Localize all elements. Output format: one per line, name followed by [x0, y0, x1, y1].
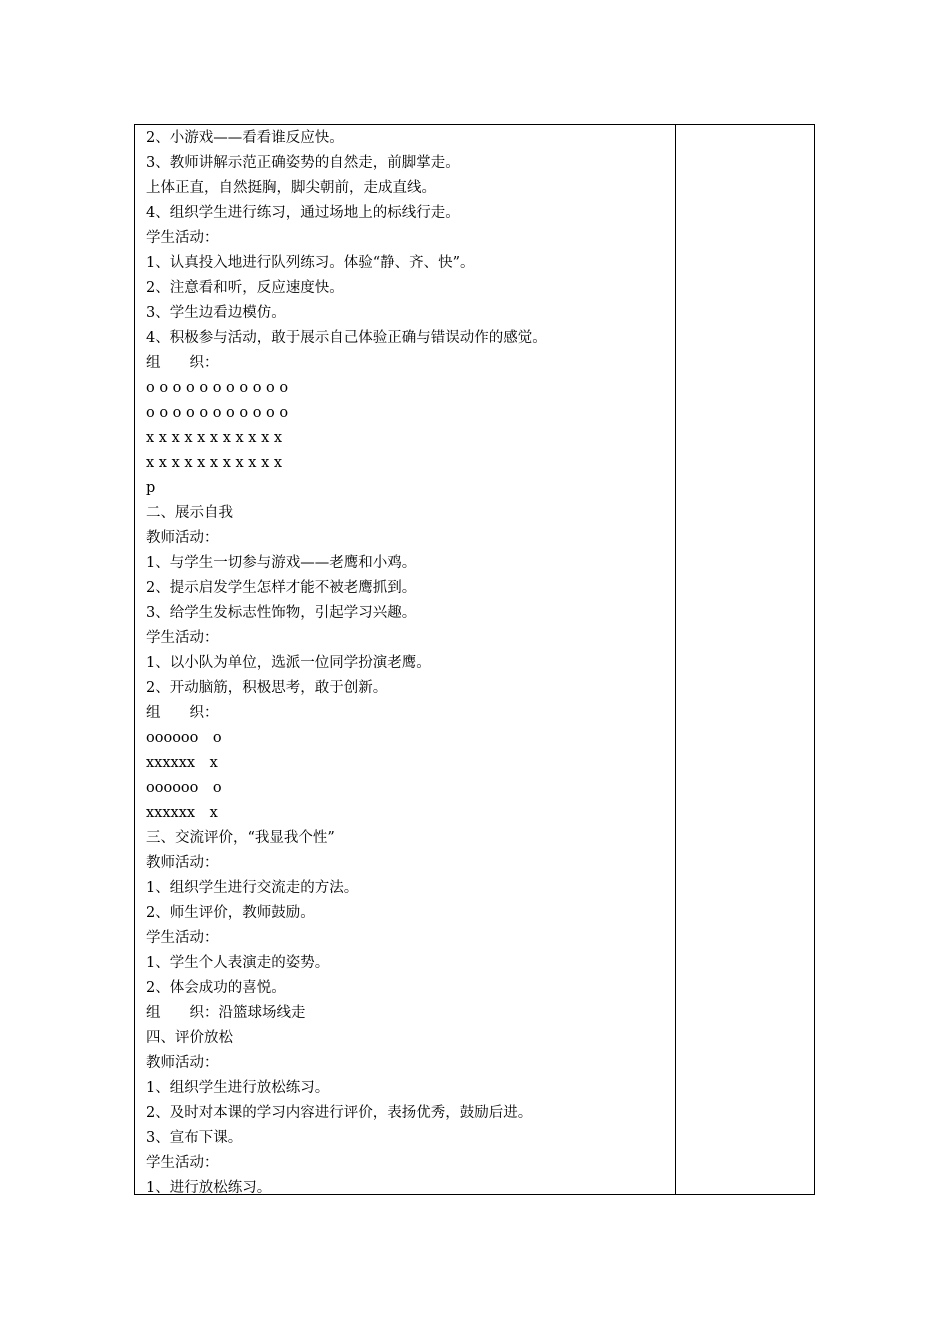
content-line: 组 织：沿篮球场线走 — [146, 1005, 306, 1021]
content-line: 组 织： — [146, 355, 219, 371]
formation-row: o o o o o o o o o o o — [146, 380, 289, 396]
formation-row: x x x x x x x x x x x — [146, 455, 283, 471]
content-line: 2、师生评价，教师鼓励。 — [146, 905, 315, 921]
content-line: 3、给学生发标志性饰物，引起学习兴趣。 — [146, 605, 417, 621]
section-heading: 二、展示自我 — [146, 505, 233, 521]
section-heading: 三、交流评价，“我显我个性” — [146, 830, 335, 846]
content-line: 教师活动： — [146, 1055, 219, 1071]
content-line: 2、及时对本课的学习内容进行评价，表扬优秀，鼓励后进。 — [146, 1105, 533, 1121]
content-line: 1、与学生一切参与游戏——老鹰和小鸡。 — [146, 555, 417, 571]
content-line: 学生活动： — [146, 230, 219, 246]
section-heading: 四、评价放松 — [146, 1030, 233, 1046]
content-line: 1、以小队为单位，选派一位同学扮演老鹰。 — [146, 655, 431, 671]
formation-row: xxxxxx x — [146, 755, 218, 771]
content-line: 学生活动： — [146, 630, 219, 646]
content-line: 2、开动脑筋，积极思考，敢于创新。 — [146, 680, 388, 696]
notes-cell — [676, 125, 814, 1194]
formation-row: xxxxxx x — [146, 805, 218, 821]
content-line: 2、小游戏——看看谁反应快。 — [146, 130, 344, 146]
content-line: 教师活动： — [146, 855, 219, 871]
formation-row: oooooo o — [146, 730, 222, 746]
content-line: 3、教师讲解示范正确姿势的自然走，前脚掌走。 — [146, 155, 460, 171]
formation-row: oooooo o — [146, 780, 222, 796]
lesson-plan-table — [134, 124, 815, 1195]
content-line: 教师活动： — [146, 530, 219, 546]
content-line: 4、积极参与活动，敢于展示自己体验正确与错误动作的感觉。 — [146, 330, 547, 346]
content-line: 1、进行放松练习。 — [146, 1180, 272, 1194]
content-line: 上体正直，自然挺胸，脚尖朝前，走成直线。 — [146, 180, 436, 196]
content-line: 3、学生边看边模仿。 — [146, 305, 286, 321]
content-line: 组 织： — [146, 705, 219, 721]
content-line: 学生活动： — [146, 930, 219, 946]
content-line: 学生活动： — [146, 1155, 219, 1171]
content-line: 1、学生个人表演走的姿势。 — [146, 955, 330, 971]
content-line: 3、宣布下课。 — [146, 1130, 243, 1146]
formation-row: p — [146, 480, 156, 496]
content-line: 2、提示启发学生怎样才能不被老鹰抓到。 — [146, 580, 417, 596]
content-line: 1、组织学生进行放松练习。 — [146, 1080, 330, 1096]
content-line: 2、体会成功的喜悦。 — [146, 980, 286, 996]
content-line: 4、组织学生进行练习，通过场地上的标线行走。 — [146, 205, 460, 221]
formation-row: o o o o o o o o o o o — [146, 405, 289, 421]
content-line: 2、注意看和听，反应速度快。 — [146, 280, 344, 296]
content-line: 1、组织学生进行交流走的方法。 — [146, 880, 359, 896]
formation-row: x x x x x x x x x x x — [146, 430, 283, 446]
lesson-content-cell — [135, 125, 676, 1194]
content-line: 1、认真投入地进行队列练习。体验“静、齐、快”。 — [146, 255, 475, 271]
